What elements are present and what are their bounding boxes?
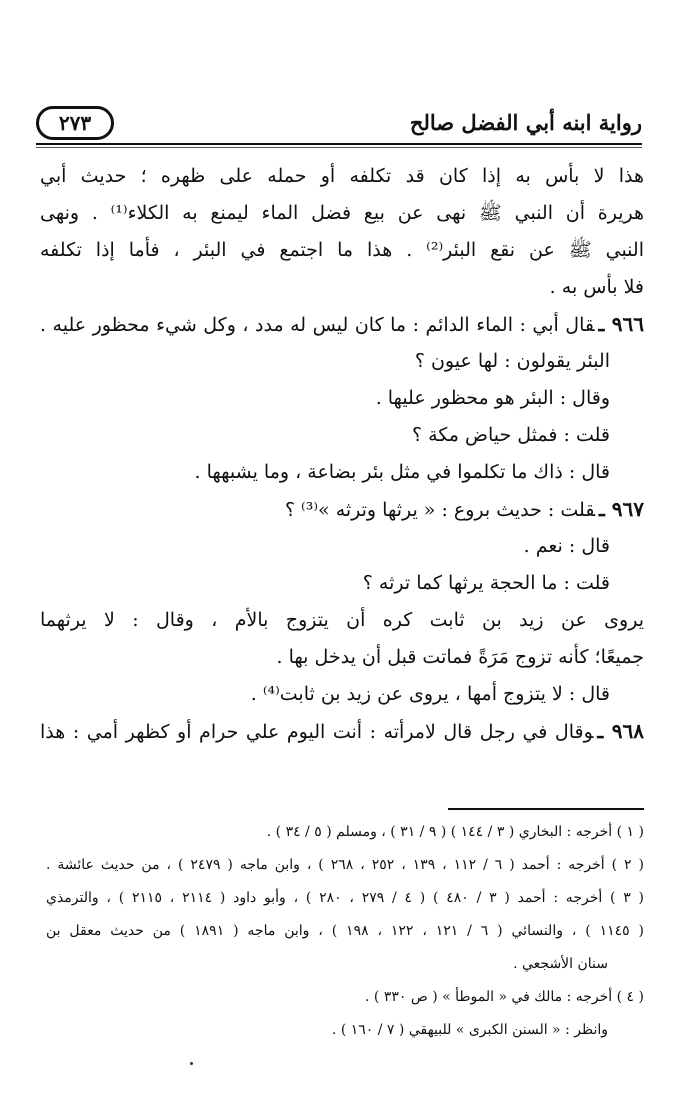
footnotes [46,816,644,1047]
print-speck [190,1062,193,1065]
text-line: قال : ذاك ما تكلموا في مثل بئر بضاعة ، وما يشبهها . [194,461,610,483]
footnote-line: وانظر : « السنن الكبرى » للبيهقي ( ٧ / ١٦٠ ) . [331,1022,608,1038]
footnote-rule [448,808,644,810]
text-line: جميعًا؛ كأنه تزوج مَرَةً فماتت قبل أن يدخل بها . [276,646,644,668]
text-line: قلت : فمثل حياض مكة ؟ [412,424,610,446]
footnote-line: ( ١١٤٥ ) ، والنسائي ( ٦ / ١٢١ ، ١٢٢ ، ١٩٨ ) ، وابن ماجه ( ١٨٩١ ) من حديث معقل بن [46,923,644,939]
text-line: ٩٦٦ ـقال أبي : الماء الدائم : ما كان ليس له مدد ، وكل شيء محظور عليه . [40,312,644,336]
text-line: وقال : البئر هو محظور عليها . [375,387,610,409]
footnote-line: ( ٤ ) أخرجه : مالك في « الموطأ » ( ص ٣٣٠ ) . [365,989,644,1005]
text-line: النبي ﷺ عن نقع البئر⁽²⁾ . هذا ما اجتمع في البئر ، فأما إذا تكلفه [40,239,644,261]
header-rule [36,143,642,145]
footnote-line: ( ٣ ) أخرجه : أحمد ( ٣ / ٤٨٠ ) ( ٤ / ٢٧٩ ، ٢٨٠ ) ، وأبو داود ( ٢١١٤ ، ٢١١٥ ) ، والترمذي [46,890,644,906]
paragraph-number: ٩٦٧ ـ [598,497,644,521]
page-number-badge: ٢٧٣ [36,106,114,140]
running-title: رواية ابنه أبي الفضل صالح [409,110,642,135]
text-line: قال : نعم . [523,535,610,557]
paragraph-number: ٩٦٦ ـ [598,312,644,336]
footnote-line: ( ٢ ) أخرجه : أحمد ( ٦ / ١١٢ ، ١٣٩ ، ٢٥٢ ، ٢٦٨ ) ، وابن ماجه ( ٢٤٧٩ ) ، من حديث عائشة . [46,857,644,873]
main-text [40,158,644,750]
text-line: هريرة أن النبي ﷺ نهى عن بيع فضل الماء ليمنع به الكلاء⁽¹⁾ . ونهى [40,202,644,224]
text-line: فلا بأس به . [549,276,644,298]
text-line: قال : لا يتزوج أمها ، يروى عن زيد بن ثابت⁽⁴⁾ . [250,683,610,705]
running-header [36,104,642,148]
footnote-line: سنان الأشجعي . [513,956,608,972]
text-line: البئر يقولون : لها عيون ؟ [414,350,610,372]
text-line: هذا لا بأس به إذا كان قد تكلفه أو حمله على ظهره ؛ حديث أبي [40,165,644,187]
text-line: قلت : ما الحجة يرثها كما ترثه ؟ [362,572,610,594]
text-line: يروى عن زيد بن ثابت كره أن يتزوج بالأم ، وقال : لا يرثهما [40,609,644,631]
paragraph-number: ٩٦٨ ـ [597,719,644,743]
footnote-line: ( ١ ) أخرجه : البخاري ( ٣ / ١٤٤ ) ( ٩ / ٣١ ) ، ومسلم ( ٥ / ٣٤ ) . [266,824,644,840]
text-line: ٩٦٧ ـقلت : حديث بروع : « يرثها وترثه »⁽³⁾ ؟ [284,497,644,521]
text-line: ٩٦٨ ـوقال في رجل قال لامرأته : أنت اليوم علي حرام أو كظهر أمي : هذا [40,719,644,743]
header-rule-thin [36,147,642,148]
